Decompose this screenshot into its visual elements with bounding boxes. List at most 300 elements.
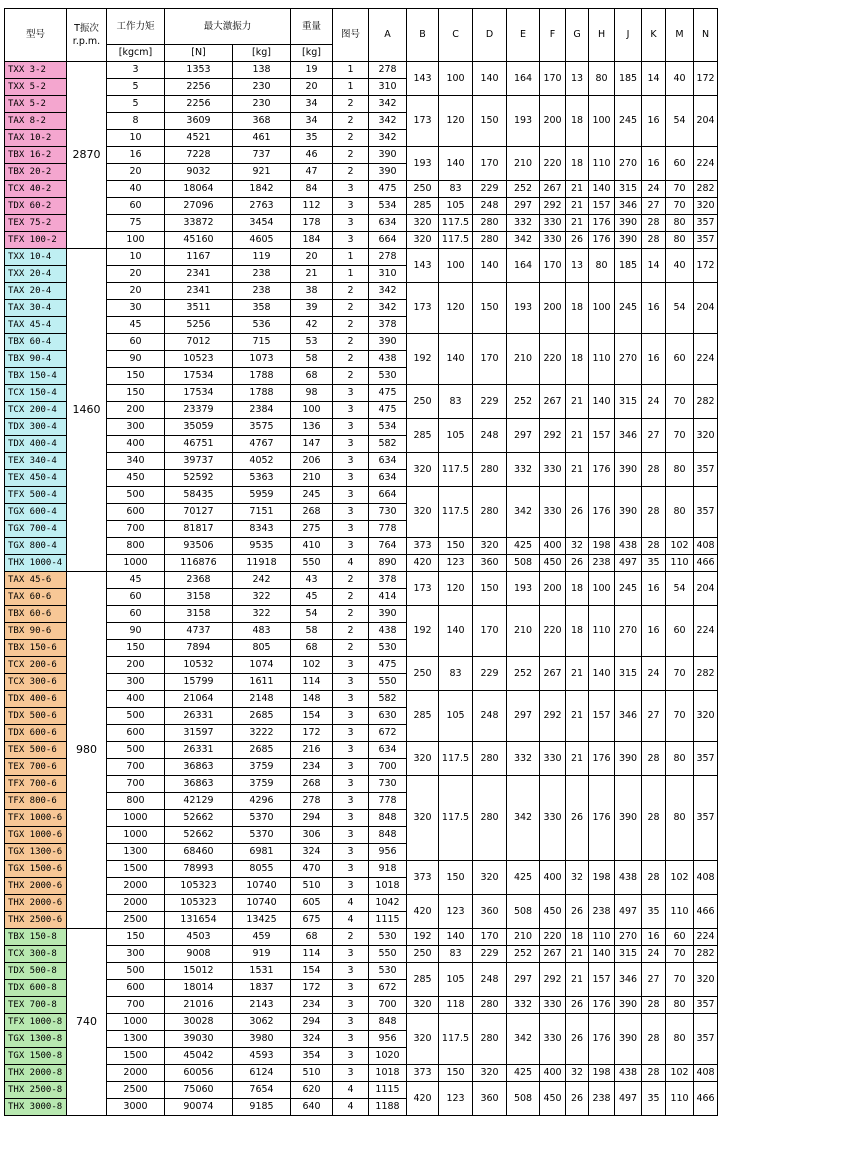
dim-a-cell: 778	[369, 793, 407, 810]
table-row	[5, 895, 743, 912]
dim-n-cell: 320	[694, 691, 718, 742]
force-kg-cell: 368	[233, 113, 291, 130]
dim-g-cell: 32	[566, 861, 589, 895]
dim-h-cell: 176	[589, 487, 615, 538]
dim-h-cell: 238	[589, 895, 615, 929]
force-kg-cell: 5959	[233, 487, 291, 504]
fig-cell: 3	[333, 181, 369, 198]
dim-h-cell: 140	[589, 657, 615, 691]
dim-a-cell: 1018	[369, 1065, 407, 1082]
dim-g-cell: 26	[566, 487, 589, 538]
dim-k-cell: 27	[642, 963, 666, 997]
dim-n-cell: 282	[694, 657, 718, 691]
dim-a-cell: 390	[369, 606, 407, 623]
dim-k-cell: 28	[642, 232, 666, 249]
dim-b-cell: 320	[407, 776, 439, 861]
fig-cell: 2	[333, 606, 369, 623]
force-kg-cell: 461	[233, 130, 291, 147]
force-kg-cell: 242	[233, 572, 291, 589]
fig-cell: 3	[333, 1048, 369, 1065]
torque-cell: 40	[107, 181, 165, 198]
force-kg-cell: 10740	[233, 878, 291, 895]
force-n-cell: 7228	[165, 147, 233, 164]
dim-n-cell: 282	[694, 181, 718, 198]
dim-a-cell: 1115	[369, 912, 407, 929]
dim-b-cell: 320	[407, 453, 439, 487]
dim-k-cell: 28	[642, 997, 666, 1014]
weight-cell: 136	[291, 419, 333, 436]
dim-h-cell: 238	[589, 555, 615, 572]
weight-cell: 620	[291, 1082, 333, 1099]
dim-a-cell: 342	[369, 300, 407, 317]
dim-d-cell: 320	[473, 1065, 507, 1082]
dim-h-cell: 80	[589, 249, 615, 283]
force-n-cell: 30028	[165, 1014, 233, 1031]
force-n-cell: 2368	[165, 572, 233, 589]
dim-a-cell: 848	[369, 810, 407, 827]
dim-k-cell: 35	[642, 555, 666, 572]
dim-f-cell: 267	[540, 657, 566, 691]
fig-cell: 3	[333, 1014, 369, 1031]
fig-cell: 2	[333, 589, 369, 606]
fig-cell: 3	[333, 521, 369, 538]
force-kg-cell: 3454	[233, 215, 291, 232]
weight-cell: 38	[291, 283, 333, 300]
dim-f-cell: 400	[540, 538, 566, 555]
dim-k-cell: 35	[642, 895, 666, 929]
dim-c-cell: 105	[439, 963, 473, 997]
fig-cell: 3	[333, 997, 369, 1014]
model-cell: TGX 1300-6	[5, 844, 67, 861]
force-kg-cell: 2384	[233, 402, 291, 419]
fig-cell: 3	[333, 861, 369, 878]
dim-d-cell: 280	[473, 453, 507, 487]
fig-cell: 3	[333, 385, 369, 402]
table-row	[5, 1082, 743, 1099]
dim-e-cell: 210	[507, 606, 540, 657]
dim-f-cell: 220	[540, 929, 566, 946]
model-cell: TCX 300-6	[5, 674, 67, 691]
dim-b-cell: 420	[407, 1082, 439, 1116]
force-n-cell: 5256	[165, 317, 233, 334]
dim-a-cell: 764	[369, 538, 407, 555]
dim-d-cell: 360	[473, 555, 507, 572]
weight-cell: 58	[291, 623, 333, 640]
force-kg-cell: 238	[233, 283, 291, 300]
weight-cell: 172	[291, 980, 333, 997]
torque-cell: 400	[107, 436, 165, 453]
dim-j-cell: 346	[615, 198, 642, 215]
dim-j-cell: 185	[615, 249, 642, 283]
weight-cell: 58	[291, 351, 333, 368]
force-kg-cell: 322	[233, 589, 291, 606]
table-row	[5, 691, 743, 708]
dim-h-cell: 157	[589, 963, 615, 997]
fig-cell: 2	[333, 147, 369, 164]
dim-m-cell: 110	[666, 1082, 694, 1116]
model-cell: TDX 500-8	[5, 963, 67, 980]
force-kg-cell: 2148	[233, 691, 291, 708]
speed-cell: 980	[67, 572, 107, 929]
force-kg-cell: 715	[233, 334, 291, 351]
vibrator-spec-table	[4, 8, 743, 1116]
fig-cell: 3	[333, 487, 369, 504]
dim-k-cell: 16	[642, 606, 666, 657]
dim-h-cell: 176	[589, 742, 615, 776]
dim-g-cell: 13	[566, 249, 589, 283]
force-n-cell: 27096	[165, 198, 233, 215]
header-dim-b: B	[407, 9, 439, 62]
force-kg-cell: 2143	[233, 997, 291, 1014]
model-cell: TDX 500-6	[5, 708, 67, 725]
dim-e-cell: 342	[507, 487, 540, 538]
dim-c-cell: 105	[439, 691, 473, 742]
force-n-cell: 26331	[165, 708, 233, 725]
torque-cell: 5	[107, 79, 165, 96]
model-cell: THX 2000-6	[5, 895, 67, 912]
torque-cell: 500	[107, 963, 165, 980]
dim-j-cell: 390	[615, 1014, 642, 1065]
dim-h-cell: 176	[589, 1014, 615, 1065]
force-n-cell: 46751	[165, 436, 233, 453]
dim-k-cell: 28	[642, 1065, 666, 1082]
dim-c-cell: 117.5	[439, 742, 473, 776]
dim-m-cell: 110	[666, 895, 694, 929]
dim-g-cell: 21	[566, 742, 589, 776]
weight-cell: 216	[291, 742, 333, 759]
force-kg-cell: 3222	[233, 725, 291, 742]
dim-k-cell: 24	[642, 657, 666, 691]
force-n-cell: 15799	[165, 674, 233, 691]
dim-f-cell: 170	[540, 62, 566, 96]
torque-cell: 600	[107, 725, 165, 742]
dim-j-cell: 245	[615, 283, 642, 334]
weight-cell: 294	[291, 810, 333, 827]
dim-m-cell: 80	[666, 453, 694, 487]
force-kg-cell: 3575	[233, 419, 291, 436]
table-row	[5, 385, 743, 402]
weight-cell: 154	[291, 708, 333, 725]
dim-h-cell: 198	[589, 861, 615, 895]
dim-j-cell: 497	[615, 1082, 642, 1116]
dim-d-cell: 248	[473, 963, 507, 997]
force-n-cell: 3511	[165, 300, 233, 317]
dim-c-cell: 83	[439, 657, 473, 691]
dim-d-cell: 280	[473, 487, 507, 538]
dim-b-cell: 373	[407, 538, 439, 555]
dim-f-cell: 400	[540, 861, 566, 895]
dim-k-cell: 28	[642, 776, 666, 861]
dim-c-cell: 123	[439, 1082, 473, 1116]
torque-cell: 60	[107, 589, 165, 606]
dim-f-cell: 330	[540, 997, 566, 1014]
force-n-cell: 4503	[165, 929, 233, 946]
header-dim-c: C	[439, 9, 473, 62]
dim-c-cell: 123	[439, 895, 473, 929]
dim-m-cell: 70	[666, 963, 694, 997]
dim-d-cell: 360	[473, 1082, 507, 1116]
dim-m-cell: 54	[666, 283, 694, 334]
table-row	[5, 198, 743, 215]
dim-d-cell: 280	[473, 1014, 507, 1065]
dim-f-cell: 292	[540, 963, 566, 997]
dim-f-cell: 330	[540, 742, 566, 776]
fig-cell: 3	[333, 436, 369, 453]
dim-n-cell: 282	[694, 385, 718, 419]
model-cell: TEX 75-2	[5, 215, 67, 232]
dim-b-cell: 285	[407, 419, 439, 453]
torque-cell: 200	[107, 402, 165, 419]
dim-m-cell: 70	[666, 385, 694, 419]
force-kg-cell: 358	[233, 300, 291, 317]
model-cell: TCX 40-2	[5, 181, 67, 198]
fig-cell: 2	[333, 368, 369, 385]
weight-cell: 154	[291, 963, 333, 980]
dim-d-cell: 170	[473, 929, 507, 946]
dim-m-cell: 54	[666, 96, 694, 147]
force-n-cell: 75060	[165, 1082, 233, 1099]
dim-d-cell: 280	[473, 997, 507, 1014]
weight-cell: 20	[291, 249, 333, 266]
dim-b-cell: 420	[407, 895, 439, 929]
dim-d-cell: 280	[473, 776, 507, 861]
dim-f-cell: 330	[540, 215, 566, 232]
dim-a-cell: 342	[369, 283, 407, 300]
force-kg-cell: 921	[233, 164, 291, 181]
torque-cell: 10	[107, 249, 165, 266]
dim-n-cell: 282	[694, 946, 718, 963]
dim-d-cell: 229	[473, 657, 507, 691]
dim-m-cell: 70	[666, 181, 694, 198]
dim-h-cell: 176	[589, 215, 615, 232]
header-dim-f: F	[540, 9, 566, 62]
header-dim-e: E	[507, 9, 540, 62]
table-row	[5, 181, 743, 198]
dim-g-cell: 21	[566, 215, 589, 232]
fig-cell: 3	[333, 215, 369, 232]
dim-g-cell: 21	[566, 453, 589, 487]
model-cell: TBX 150-4	[5, 368, 67, 385]
header-torque-unit: [kgcm]	[107, 45, 165, 62]
torque-cell: 1000	[107, 1014, 165, 1031]
dim-g-cell: 18	[566, 96, 589, 147]
dim-e-cell: 252	[507, 181, 540, 198]
header-dim-j: J	[615, 9, 642, 62]
table-row	[5, 606, 743, 623]
dim-a-cell: 378	[369, 317, 407, 334]
dim-h-cell: 140	[589, 946, 615, 963]
dim-c-cell: 150	[439, 1065, 473, 1082]
dim-c-cell: 117.5	[439, 453, 473, 487]
dim-n-cell: 172	[694, 249, 718, 283]
dim-f-cell: 330	[540, 453, 566, 487]
dim-g-cell: 21	[566, 198, 589, 215]
weight-cell: 54	[291, 606, 333, 623]
fig-cell: 3	[333, 742, 369, 759]
dim-m-cell: 102	[666, 538, 694, 555]
torque-cell: 1300	[107, 1031, 165, 1048]
model-cell: TGX 1500-8	[5, 1048, 67, 1065]
table-row	[5, 215, 743, 232]
dim-c-cell: 117.5	[439, 232, 473, 249]
dim-m-cell: 110	[666, 555, 694, 572]
dim-k-cell: 27	[642, 691, 666, 742]
fig-cell: 3	[333, 470, 369, 487]
fig-cell: 1	[333, 266, 369, 283]
dim-h-cell: 100	[589, 283, 615, 334]
force-n-cell: 4521	[165, 130, 233, 147]
dim-b-cell: 143	[407, 62, 439, 96]
force-n-cell: 2341	[165, 266, 233, 283]
dim-m-cell: 60	[666, 606, 694, 657]
dim-j-cell: 270	[615, 147, 642, 181]
dim-b-cell: 320	[407, 742, 439, 776]
dim-e-cell: 252	[507, 946, 540, 963]
model-cell: TCX 300-8	[5, 946, 67, 963]
weight-cell: 234	[291, 759, 333, 776]
fig-cell: 3	[333, 725, 369, 742]
force-kg-cell: 2763	[233, 198, 291, 215]
dim-d-cell: 320	[473, 861, 507, 895]
weight-cell: 21	[291, 266, 333, 283]
force-n-cell: 45042	[165, 1048, 233, 1065]
header-dim-a: A	[369, 9, 407, 62]
dim-f-cell: 292	[540, 419, 566, 453]
dim-g-cell: 13	[566, 62, 589, 96]
torque-cell: 60	[107, 606, 165, 623]
model-cell: TBX 90-6	[5, 623, 67, 640]
weight-cell: 102	[291, 657, 333, 674]
force-n-cell: 17534	[165, 368, 233, 385]
dim-a-cell: 534	[369, 198, 407, 215]
dim-a-cell: 278	[369, 62, 407, 79]
dim-j-cell: 270	[615, 606, 642, 657]
model-cell: TFX 500-4	[5, 487, 67, 504]
dim-k-cell: 28	[642, 861, 666, 895]
dim-a-cell: 310	[369, 266, 407, 283]
weight-cell: 550	[291, 555, 333, 572]
dim-j-cell: 438	[615, 1065, 642, 1082]
dim-a-cell: 390	[369, 334, 407, 351]
fig-cell: 2	[333, 96, 369, 113]
dim-c-cell: 105	[439, 419, 473, 453]
dim-d-cell: 170	[473, 147, 507, 181]
torque-cell: 2500	[107, 912, 165, 929]
weight-cell: 640	[291, 1099, 333, 1116]
force-n-cell: 18014	[165, 980, 233, 997]
dim-a-cell: 630	[369, 708, 407, 725]
torque-cell: 2500	[107, 1082, 165, 1099]
dim-b-cell: 320	[407, 487, 439, 538]
force-n-cell: 18064	[165, 181, 233, 198]
weight-cell: 84	[291, 181, 333, 198]
force-n-cell: 52662	[165, 810, 233, 827]
torque-cell: 20	[107, 283, 165, 300]
dim-d-cell: 170	[473, 606, 507, 657]
dim-a-cell: 700	[369, 997, 407, 1014]
force-kg-cell: 536	[233, 317, 291, 334]
header-force: 最大激振力	[165, 9, 291, 45]
fig-cell: 3	[333, 708, 369, 725]
dim-f-cell: 170	[540, 249, 566, 283]
torque-cell: 3	[107, 62, 165, 79]
torque-cell: 1300	[107, 844, 165, 861]
model-cell: TBX 60-6	[5, 606, 67, 623]
dim-m-cell: 70	[666, 691, 694, 742]
dim-b-cell: 320	[407, 215, 439, 232]
weight-cell: 98	[291, 385, 333, 402]
force-n-cell: 39737	[165, 453, 233, 470]
torque-cell: 800	[107, 538, 165, 555]
dim-a-cell: 956	[369, 844, 407, 861]
dim-g-cell: 18	[566, 334, 589, 385]
table-row	[5, 946, 743, 963]
dim-j-cell: 438	[615, 538, 642, 555]
weight-cell: 68	[291, 640, 333, 657]
model-cell: TDX 400-4	[5, 436, 67, 453]
weight-cell: 114	[291, 946, 333, 963]
force-kg-cell: 1837	[233, 980, 291, 997]
dim-g-cell: 18	[566, 283, 589, 334]
weight-cell: 34	[291, 96, 333, 113]
torque-cell: 2000	[107, 878, 165, 895]
weight-cell: 268	[291, 504, 333, 521]
dim-m-cell: 102	[666, 1065, 694, 1082]
dim-a-cell: 342	[369, 113, 407, 130]
fig-cell: 1	[333, 79, 369, 96]
torque-cell: 1000	[107, 827, 165, 844]
force-kg-cell: 119	[233, 249, 291, 266]
dim-a-cell: 475	[369, 402, 407, 419]
weight-cell: 510	[291, 878, 333, 895]
weight-cell: 34	[291, 113, 333, 130]
weight-cell: 46	[291, 147, 333, 164]
weight-cell: 112	[291, 198, 333, 215]
weight-cell: 278	[291, 793, 333, 810]
torque-cell: 700	[107, 997, 165, 1014]
model-cell: THX 2500-6	[5, 912, 67, 929]
dim-n-cell: 357	[694, 215, 718, 232]
force-kg-cell: 1073	[233, 351, 291, 368]
header-force-kg: [kg]	[233, 45, 291, 62]
dim-e-cell: 297	[507, 963, 540, 997]
weight-cell: 306	[291, 827, 333, 844]
dim-g-cell: 26	[566, 555, 589, 572]
dim-d-cell: 320	[473, 538, 507, 555]
speed-cell: 1460	[67, 249, 107, 572]
fig-cell: 3	[333, 810, 369, 827]
model-cell: TEX 700-6	[5, 759, 67, 776]
dim-m-cell: 70	[666, 657, 694, 691]
dim-k-cell: 16	[642, 147, 666, 181]
dim-j-cell: 390	[615, 232, 642, 249]
dim-h-cell: 110	[589, 606, 615, 657]
dim-b-cell: 285	[407, 963, 439, 997]
dim-b-cell: 143	[407, 249, 439, 283]
dim-a-cell: 664	[369, 232, 407, 249]
dim-e-cell: 425	[507, 538, 540, 555]
dim-n-cell: 357	[694, 453, 718, 487]
dim-n-cell: 466	[694, 895, 718, 929]
fig-cell: 1	[333, 62, 369, 79]
dim-e-cell: 508	[507, 1082, 540, 1116]
header-weight: 重量	[291, 9, 333, 45]
torque-cell: 100	[107, 232, 165, 249]
dim-h-cell: 140	[589, 385, 615, 419]
dim-g-cell: 26	[566, 997, 589, 1014]
dim-n-cell: 204	[694, 572, 718, 606]
dim-e-cell: 297	[507, 419, 540, 453]
